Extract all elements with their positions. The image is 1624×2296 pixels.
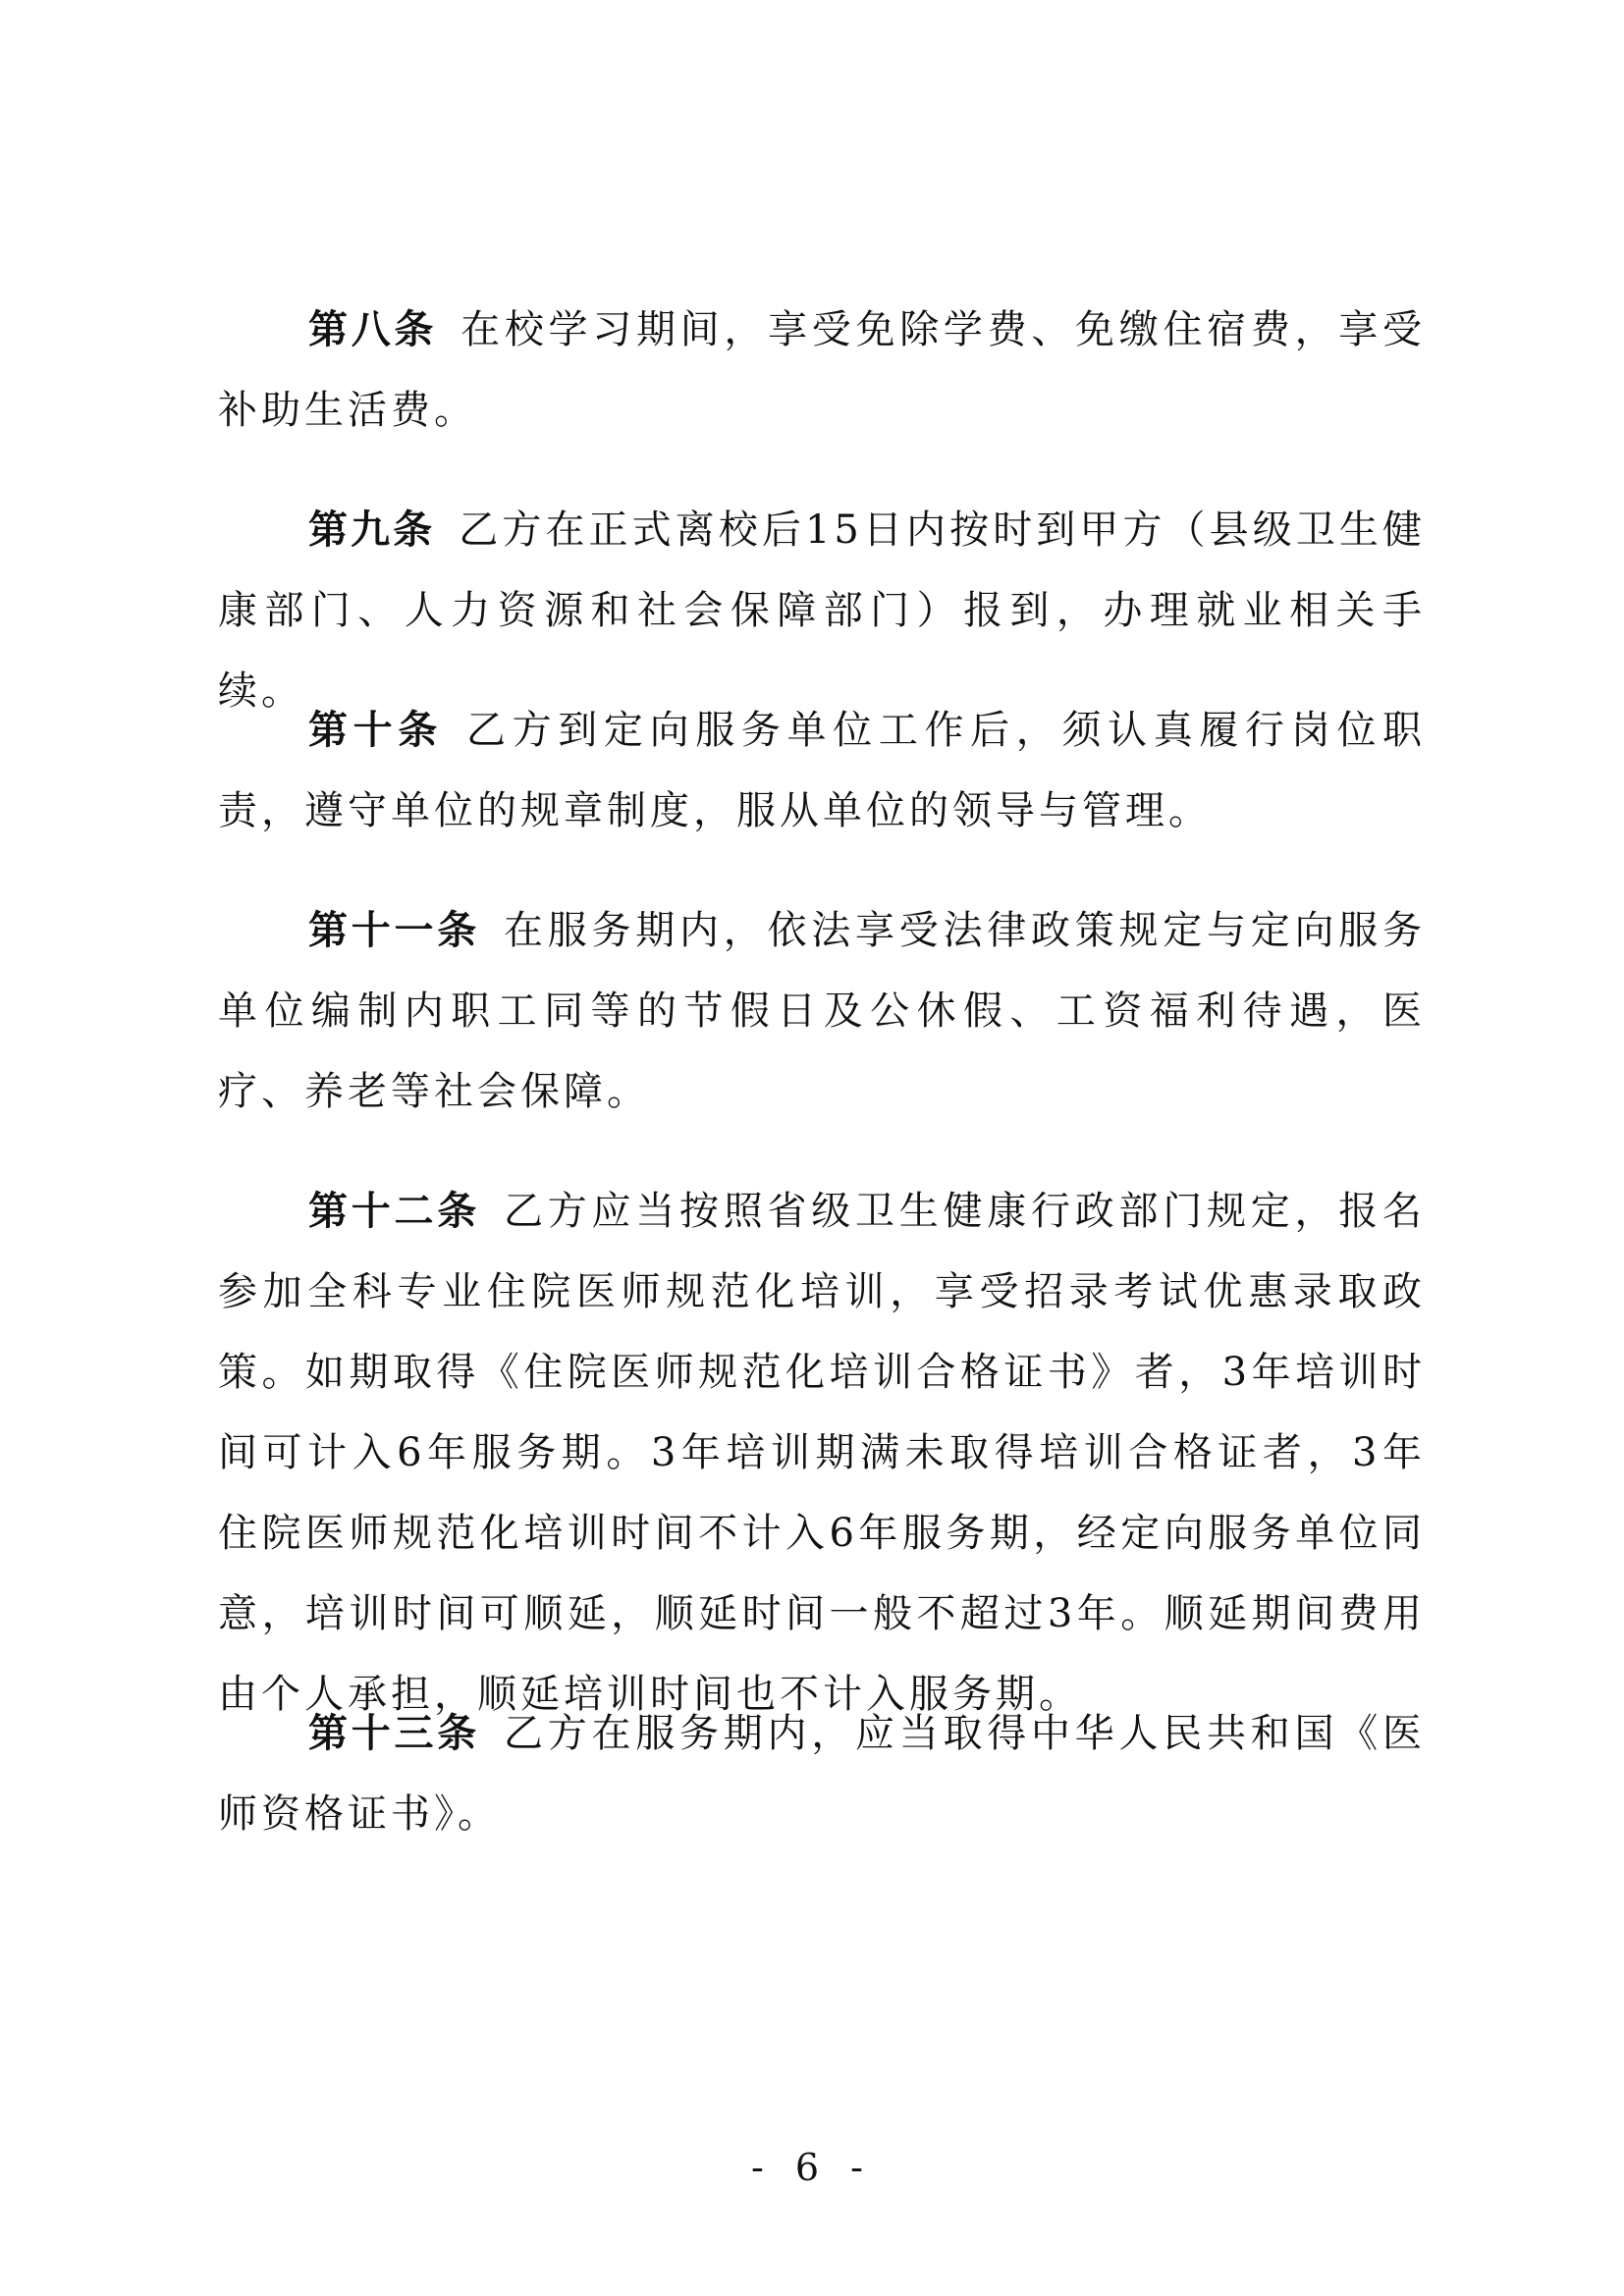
article-body: 乙方应当按照省级卫生健康行政部门规定，报名参加全科专业住院医师规范化培训，享受招录考试优惠录取政策。如期取得《住院医师规范化培训合格证书》者，3年培训时间可计入6年服务期。3年培训期满未取得培训合格证者，3年住院医师规范化培训时间不计入6年服务期，经定向服务单位同意，培训时间可顺延，顺延时间一般不超过3年。顺延期间费用由个人承担，顺延培训时间也不计入服务期。 — [218, 1189, 1426, 1717]
article-11 — [218, 890, 1426, 1132]
article-heading: 第十三条 — [308, 1711, 480, 1756]
article-body: 乙方到定向服务单位工作后，须认真履行岗位职责，遵守单位的规章制度，服从单位的领导与管理。 — [218, 708, 1427, 833]
article-heading: 第十二条 — [308, 1189, 480, 1234]
article-8 — [218, 290, 1426, 451]
article-heading: 第八条 — [308, 307, 438, 352]
article-body: 在服务期内，依法享受法律政策规定与定向服务单位编制内职工同等的节假日及公休假、工资福利待遇，医疗、养老等社会保障。 — [218, 908, 1426, 1114]
page-number: - 6 - — [750, 2146, 873, 2189]
article-heading: 第十条 — [308, 708, 443, 753]
article-10 — [218, 690, 1426, 851]
article-body: 在校学习期间，享受免除学费、免缴住宿费，享受补助生活费。 — [218, 307, 1426, 433]
article-heading: 第九条 — [308, 507, 436, 553]
article-heading: 第十一条 — [308, 908, 480, 953]
article-12 — [218, 1171, 1426, 1735]
article-body: 乙方在正式离校后15日内按时到甲方（县级卫生健康部门、人力资源和社会保障部门）报到，办理就业相关手续。 — [218, 507, 1426, 714]
article-body: 乙方在服务期内，应当取得中华人民共和国《医师资格证书》。 — [218, 1711, 1426, 1837]
article-13 — [218, 1693, 1426, 1854]
